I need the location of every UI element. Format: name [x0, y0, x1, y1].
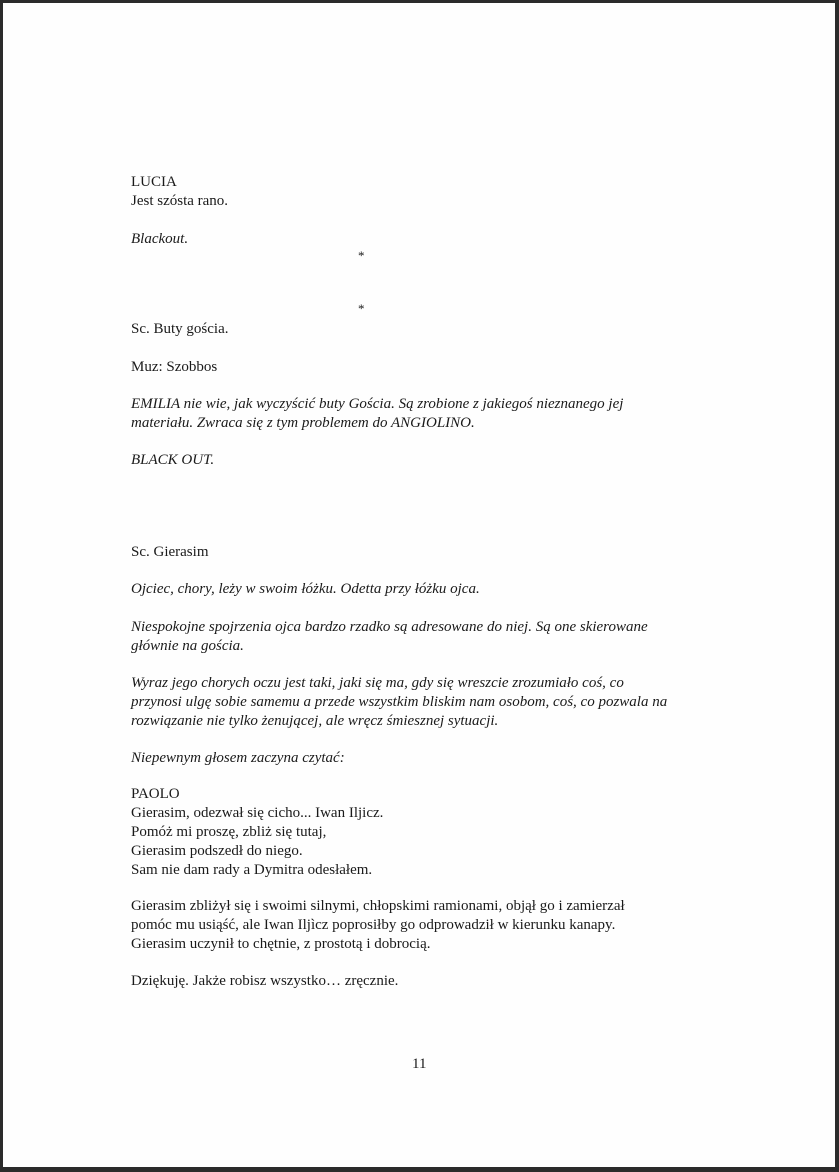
stage-direction-line: materiału. Zwraca się z tym problemem do ANGIOLINO.	[131, 415, 475, 431]
stage-direction-line: rozwiązanie nie tylko żenującej, ale wręcz śmiesznej sytuacji.	[131, 713, 499, 729]
stage-direction-line: przynosi ulgę sobie samemu a przede wszystkim bliskim nam osobom, coś, co pozwala na	[131, 694, 668, 710]
narration-line: pomóc mu usiąść, ale Iwan Iljìcz poprosiłby go odprowadził w kierunku kanapy.	[131, 917, 616, 933]
stage-direction-line: Wyraz jego chorych oczu jest taki, jaki się ma, gdy się wreszcie zrozumiało coś, co	[131, 675, 624, 691]
scene-title-buty-goscia: Sc. Buty gościa.	[131, 321, 229, 337]
page-number: 11	[412, 1056, 427, 1072]
dialogue-line: Pomóż mi proszę, zbliż się tutaj,	[131, 824, 327, 840]
stage-direction-line: Niepewnym głosem zaczyna czytać:	[131, 750, 345, 766]
speaker-paolo: PAOLO	[131, 786, 180, 802]
stage-direction-blackout: Blackout.	[131, 231, 189, 247]
dialogue-line: Gierasim podszedł do niego.	[131, 843, 303, 859]
narration-line: Gierasim uczynił to chętnie, z prostotą i dobrocią.	[131, 936, 431, 952]
lucia-line: Jest szósta rano.	[131, 193, 229, 209]
dialogue-line: Sam nie dam rady a Dymitra odesłałem.	[131, 862, 373, 878]
stage-direction-line: EMILIA nie wie, jak wyczyścić buty Gościa. Są zrobione z jakiegoś nieznanego jej	[131, 396, 624, 412]
stage-direction-line: Niespokojne spojrzenia ojca bardzo rzadko są adresowane do niej. Są one skierowane	[131, 619, 648, 635]
separator-star-bottom: *	[358, 301, 365, 316]
stage-direction-line: głównie na gościa.	[131, 638, 244, 654]
stage-direction-line: Ojciec, chory, leży w swoim łóżku. Odetta przy łóżku ojca.	[131, 581, 480, 597]
music-cue: Muz: Szobbos	[131, 359, 218, 375]
speaker-lucia: LUCIA	[131, 174, 177, 190]
separator-star-top: *	[358, 248, 365, 263]
closing-line: Dziękuję. Jakże robisz wszystko… zręcznie.	[131, 973, 399, 989]
stage-direction-black-out: BLACK OUT.	[131, 452, 215, 468]
narration-line: Gierasim zbliżył się i swoimi silnymi, chłopskimi ramionami, objął go i zamierzał	[131, 898, 625, 914]
dialogue-line: Gierasim, odezwał się cicho... Iwan Iljicz.	[131, 805, 384, 821]
scene-title-gierasim: Sc. Gierasim	[131, 544, 209, 560]
